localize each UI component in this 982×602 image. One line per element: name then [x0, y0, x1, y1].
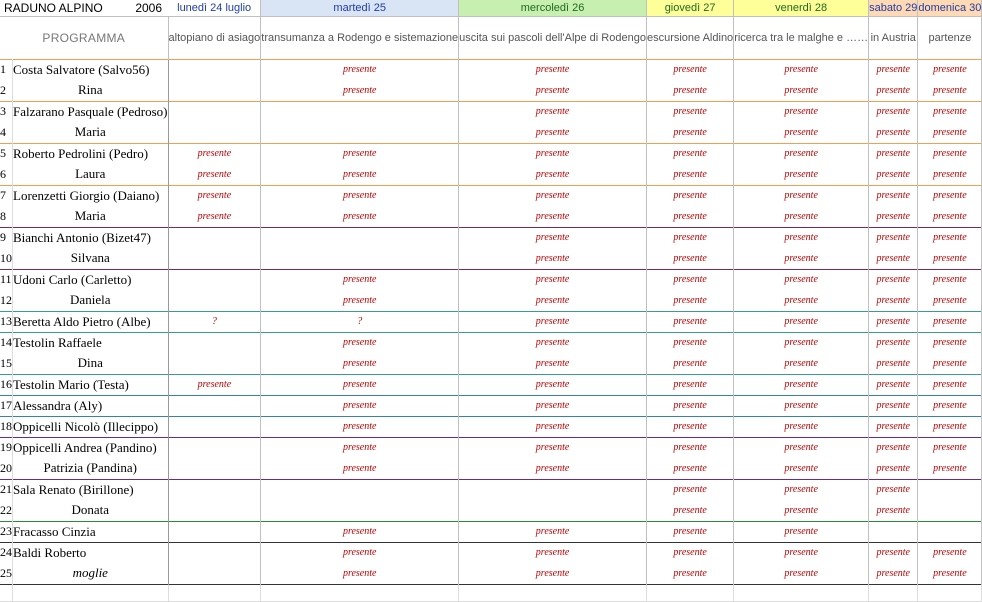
- day-header-7[interactable]: domenica 30: [918, 0, 982, 16]
- attendance-cell[interactable]: presente: [646, 479, 733, 500]
- table-row: [0, 563, 982, 584]
- empty-cell[interactable]: [459, 584, 647, 601]
- attendance-cell[interactable]: presente: [261, 206, 459, 227]
- attendance-cell[interactable]: presente: [646, 542, 733, 563]
- attendance-cell[interactable]: presente: [734, 101, 869, 122]
- attendance-cell[interactable]: presente: [734, 164, 869, 185]
- day-header-2[interactable]: martedì 25: [261, 0, 459, 16]
- attendance-cell[interactable]: presente: [918, 416, 982, 437]
- attendance-cell[interactable]: presente: [734, 479, 869, 500]
- attendance-cell[interactable]: presente: [646, 437, 733, 458]
- empty-cell[interactable]: [168, 584, 261, 601]
- attendance-cell[interactable]: presente: [869, 143, 918, 164]
- row-number[interactable]: 9: [0, 227, 13, 248]
- attendance-cell[interactable]: presente: [869, 395, 918, 416]
- attendance-cell[interactable]: presente: [459, 458, 647, 479]
- attendance-cell[interactable]: presente: [869, 332, 918, 353]
- attendance-cell[interactable]: presente: [918, 59, 982, 80]
- table-row: [0, 374, 982, 395]
- attendance-cell[interactable]: presente: [918, 395, 982, 416]
- empty-cell[interactable]: [459, 479, 647, 500]
- attendance-cell[interactable]: presente: [261, 332, 459, 353]
- attendance-cell[interactable]: presente: [646, 500, 733, 521]
- participant-name[interactable]: Beretta Aldo Pietro (Albe): [13, 311, 169, 332]
- attendance-cell[interactable]: presente: [459, 374, 647, 395]
- attendance-cell[interactable]: presente: [918, 101, 982, 122]
- row-number[interactable]: 1: [0, 59, 13, 80]
- attendance-cell[interactable]: presente: [918, 437, 982, 458]
- attendance-cell[interactable]: presente: [918, 185, 982, 206]
- table-row: [0, 269, 982, 290]
- empty-cell[interactable]: [168, 542, 261, 563]
- table-row: [0, 227, 982, 248]
- participant-name[interactable]: Bianchi Antonio (Bizet47): [13, 227, 169, 248]
- attendance-cell[interactable]: presente: [261, 437, 459, 458]
- attendance-cell[interactable]: presente: [918, 311, 982, 332]
- participant-name[interactable]: Lorenzetti Giorgio (Daiano): [13, 185, 169, 206]
- attendance-cell[interactable]: presente: [918, 164, 982, 185]
- table-row: [0, 164, 982, 185]
- header-row: [0, 0, 982, 16]
- attendance-cell[interactable]: presente: [918, 227, 982, 248]
- empty-cell[interactable]: [168, 59, 261, 80]
- attendance-cell[interactable]: presente: [459, 563, 647, 584]
- attendance-cell[interactable]: presente: [918, 248, 982, 269]
- program-row: [0, 16, 982, 59]
- attendance-cell[interactable]: presente: [869, 59, 918, 80]
- attendance-cell[interactable]: presente: [918, 290, 982, 311]
- empty-cell[interactable]: [13, 584, 169, 601]
- table-row: [0, 122, 982, 143]
- attendance-cell[interactable]: presente: [168, 374, 261, 395]
- empty-row: [0, 584, 982, 601]
- attendance-cell[interactable]: presente: [646, 332, 733, 353]
- attendance-cell[interactable]: presente: [918, 542, 982, 563]
- attendance-cell[interactable]: presente: [646, 521, 733, 542]
- table-row: [0, 500, 982, 521]
- attendance-cell[interactable]: presente: [459, 416, 647, 437]
- row-number[interactable]: 5: [0, 143, 13, 164]
- empty-cell[interactable]: [168, 458, 261, 479]
- attendance-cell[interactable]: presente: [869, 479, 918, 500]
- attendance-cell[interactable]: presente: [734, 500, 869, 521]
- attendance-cell[interactable]: presente: [646, 101, 733, 122]
- row-number[interactable]: 19: [0, 437, 13, 458]
- empty-cell[interactable]: [261, 101, 459, 122]
- attendance-cell[interactable]: presente: [734, 185, 869, 206]
- table-row: [0, 542, 982, 563]
- empty-cell[interactable]: [168, 395, 261, 416]
- participant-name[interactable]: moglie: [13, 563, 169, 584]
- attendance-cell[interactable]: presente: [918, 353, 982, 374]
- attendance-cell[interactable]: presente: [261, 59, 459, 80]
- empty-cell[interactable]: [869, 521, 918, 542]
- table-row: [0, 59, 982, 80]
- participant-name[interactable]: Maria: [13, 122, 169, 143]
- participant-name[interactable]: Silvana: [13, 248, 169, 269]
- empty-cell[interactable]: [261, 248, 459, 269]
- empty-cell[interactable]: [261, 122, 459, 143]
- attendance-cell[interactable]: presente: [869, 122, 918, 143]
- day-activity-3[interactable]: uscita sui pascoli dell'Alpe di Rodengo: [459, 16, 647, 59]
- attendance-cell[interactable]: presente: [646, 59, 733, 80]
- empty-cell[interactable]: [168, 248, 261, 269]
- table-row: [0, 437, 982, 458]
- empty-cell[interactable]: [168, 479, 261, 500]
- attendance-cell[interactable]: presente: [869, 248, 918, 269]
- participant-name[interactable]: Patrizia (Pandina): [13, 458, 169, 479]
- participant-name[interactable]: Rina: [13, 80, 169, 101]
- attendance-cell[interactable]: presente: [646, 395, 733, 416]
- attendance-cell[interactable]: presente: [459, 311, 647, 332]
- attendance-cell[interactable]: presente: [646, 374, 733, 395]
- participant-name[interactable]: Maria: [13, 206, 169, 227]
- table-row: [0, 80, 982, 101]
- attendance-cell[interactable]: presente: [459, 269, 647, 290]
- day-header-6[interactable]: sabato 29: [869, 0, 918, 16]
- empty-cell[interactable]: [168, 521, 261, 542]
- empty-cell[interactable]: [918, 500, 982, 521]
- row-number[interactable]: 20: [0, 458, 13, 479]
- attendance-cell[interactable]: presente: [734, 374, 869, 395]
- attendance-cell[interactable]: presente: [459, 290, 647, 311]
- attendance-cell[interactable]: presente: [168, 164, 261, 185]
- attendance-cell[interactable]: presente: [261, 290, 459, 311]
- table-row: [0, 332, 982, 353]
- participant-name[interactable]: Dina: [13, 353, 169, 374]
- attendance-cell[interactable]: presente: [261, 521, 459, 542]
- attendance-cell[interactable]: presente: [869, 563, 918, 584]
- attendance-cell[interactable]: presente: [646, 290, 733, 311]
- attendance-cell[interactable]: presente: [646, 206, 733, 227]
- row-number[interactable]: 10: [0, 248, 13, 269]
- attendance-cell[interactable]: presente: [261, 269, 459, 290]
- empty-cell[interactable]: [918, 584, 982, 601]
- attendance-cell[interactable]: presente: [734, 437, 869, 458]
- row-number[interactable]: 14: [0, 332, 13, 353]
- day-header-3[interactable]: mercoledì 26: [459, 0, 647, 16]
- table-row: [0, 416, 982, 437]
- attendance-cell[interactable]: presente: [459, 353, 647, 374]
- attendance-cell[interactable]: presente: [459, 185, 647, 206]
- attendance-cell[interactable]: presente: [869, 185, 918, 206]
- attendance-cell[interactable]: presente: [646, 227, 733, 248]
- attendance-cell[interactable]: presente: [261, 416, 459, 437]
- row-number[interactable]: 15: [0, 353, 13, 374]
- attendance-cell[interactable]: presente: [734, 143, 869, 164]
- attendance-cell[interactable]: presente: [734, 542, 869, 563]
- empty-cell[interactable]: [918, 479, 982, 500]
- attendance-cell[interactable]: presente: [646, 248, 733, 269]
- attendance-cell[interactable]: presente: [734, 353, 869, 374]
- attendance-cell[interactable]: presente: [261, 143, 459, 164]
- attendance-cell[interactable]: presente: [261, 185, 459, 206]
- empty-cell[interactable]: [168, 416, 261, 437]
- attendance-cell[interactable]: presente: [734, 416, 869, 437]
- row-number[interactable]: 16: [0, 374, 13, 395]
- attendance-cell[interactable]: presente: [869, 437, 918, 458]
- attendance-cell[interactable]: presente: [869, 542, 918, 563]
- table-row: [0, 143, 982, 164]
- attendance-cell[interactable]: presente: [869, 269, 918, 290]
- day-header-4[interactable]: giovedì 27: [646, 0, 733, 16]
- attendance-cell[interactable]: presente: [261, 374, 459, 395]
- attendance-cell[interactable]: presente: [869, 290, 918, 311]
- attendance-cell[interactable]: presente: [261, 563, 459, 584]
- day-activity-7[interactable]: partenze: [918, 16, 982, 59]
- attendance-cell[interactable]: presente: [459, 206, 647, 227]
- participant-name[interactable]: Laura: [13, 164, 169, 185]
- attendance-cell[interactable]: presente: [261, 80, 459, 101]
- row-number[interactable]: 22: [0, 500, 13, 521]
- empty-cell[interactable]: [168, 500, 261, 521]
- row-number[interactable]: 3: [0, 101, 13, 122]
- empty-cell[interactable]: [168, 290, 261, 311]
- table-row: [0, 458, 982, 479]
- empty-cell[interactable]: [168, 227, 261, 248]
- row-number[interactable]: 4: [0, 122, 13, 143]
- attendance-cell[interactable]: presente: [459, 437, 647, 458]
- row-number[interactable]: 24: [0, 542, 13, 563]
- attendance-cell[interactable]: presente: [869, 80, 918, 101]
- attendance-cell[interactable]: presente: [918, 374, 982, 395]
- attendance-cell[interactable]: presente: [918, 122, 982, 143]
- empty-cell[interactable]: [168, 101, 261, 122]
- participant-name[interactable]: Daniela: [13, 290, 169, 311]
- attendance-cell[interactable]: presente: [869, 374, 918, 395]
- attendance-cell[interactable]: presente: [734, 521, 869, 542]
- attendance-cell[interactable]: presente: [459, 164, 647, 185]
- day-activity-5[interactable]: ricerca tra le malghe e ……: [734, 16, 869, 59]
- attendance-cell[interactable]: presente: [734, 248, 869, 269]
- attendance-cell[interactable]: presente: [734, 332, 869, 353]
- attendance-cell[interactable]: presente: [646, 143, 733, 164]
- table-row: [0, 101, 982, 122]
- sheet-title: RADUNO ALPINO: [4, 0, 103, 15]
- table-row: [0, 248, 982, 269]
- empty-cell[interactable]: [168, 332, 261, 353]
- attendance-cell[interactable]: presente: [459, 542, 647, 563]
- attendance-cell[interactable]: presente: [869, 416, 918, 437]
- row-number[interactable]: 6: [0, 164, 13, 185]
- attendance-cell[interactable]: presente: [261, 542, 459, 563]
- table-row: [0, 311, 982, 332]
- empty-cell[interactable]: [168, 269, 261, 290]
- empty-cell[interactable]: [168, 353, 261, 374]
- attendance-cell[interactable]: presente: [734, 311, 869, 332]
- attendance-cell[interactable]: presente: [918, 269, 982, 290]
- day-header-5[interactable]: venerdì 28: [734, 0, 869, 16]
- participant-name[interactable]: Testolin Raffaele: [13, 332, 169, 353]
- row-number[interactable]: 8: [0, 206, 13, 227]
- empty-cell[interactable]: [261, 584, 459, 601]
- participant-name[interactable]: Udoni Carlo (Carletto): [13, 269, 169, 290]
- table-row: [0, 185, 982, 206]
- day-activity-1[interactable]: altopiano di asiago: [168, 16, 261, 59]
- empty-cell[interactable]: [261, 500, 459, 521]
- attendance-cell[interactable]: presente: [646, 80, 733, 101]
- attendance-cell[interactable]: presente: [918, 332, 982, 353]
- row-number[interactable]: 25: [0, 563, 13, 584]
- participant-name[interactable]: Oppicelli Andrea (Pandino): [13, 437, 169, 458]
- empty-cell[interactable]: [261, 479, 459, 500]
- row-number[interactable]: 17: [0, 395, 13, 416]
- attendance-cell[interactable]: presente: [734, 206, 869, 227]
- empty-cell[interactable]: [918, 521, 982, 542]
- attendance-cell[interactable]: presente: [734, 80, 869, 101]
- attendance-cell[interactable]: presente: [734, 290, 869, 311]
- attendance-cell[interactable]: presente: [918, 458, 982, 479]
- table-row: [0, 353, 982, 374]
- attendance-cell[interactable]: presente: [261, 353, 459, 374]
- attendance-cell[interactable]: presente: [459, 59, 647, 80]
- attendance-cell[interactable]: ?: [168, 311, 261, 332]
- day-activity-4[interactable]: escursione Aldino: [646, 16, 733, 59]
- attendance-cell[interactable]: presente: [869, 353, 918, 374]
- attendance-cell[interactable]: presente: [869, 311, 918, 332]
- table-row: [0, 479, 982, 500]
- attendance-cell[interactable]: presente: [918, 563, 982, 584]
- empty-cell[interactable]: [168, 80, 261, 101]
- participant-name[interactable]: Alessandra (Aly): [13, 395, 169, 416]
- attendance-cell[interactable]: presente: [459, 227, 647, 248]
- attendance-cell[interactable]: presente: [869, 227, 918, 248]
- attendance-cell[interactable]: presente: [459, 521, 647, 542]
- attendance-cell[interactable]: presente: [869, 164, 918, 185]
- table-row: [0, 521, 982, 542]
- day-activity-6[interactable]: in Austria: [869, 16, 918, 59]
- attendance-cell[interactable]: presente: [734, 227, 869, 248]
- attendance-cell[interactable]: presente: [168, 185, 261, 206]
- attendance-cell[interactable]: presente: [646, 269, 733, 290]
- day-header-1[interactable]: lunedì 24 luglio: [168, 0, 261, 16]
- attendance-cell[interactable]: presente: [459, 332, 647, 353]
- attendance-cell[interactable]: presente: [646, 311, 733, 332]
- row-number[interactable]: 21: [0, 479, 13, 500]
- attendance-cell[interactable]: presente: [869, 458, 918, 479]
- participant-name[interactable]: Costa Salvatore (Salvo56): [13, 59, 169, 80]
- participant-name[interactable]: Oppicelli Nicolò (Illecippo): [13, 416, 169, 437]
- table-row: [0, 206, 982, 227]
- attendance-cell[interactable]: presente: [734, 269, 869, 290]
- attendance-cell[interactable]: presente: [646, 353, 733, 374]
- attendance-cell[interactable]: presente: [459, 101, 647, 122]
- empty-cell[interactable]: [0, 584, 13, 601]
- attendance-cell[interactable]: presente: [918, 206, 982, 227]
- empty-cell[interactable]: [734, 584, 869, 601]
- attendance-cell[interactable]: presente: [869, 101, 918, 122]
- attendance-cell[interactable]: presente: [646, 458, 733, 479]
- sheet-title-cell[interactable]: [0, 0, 168, 16]
- attendance-cell[interactable]: presente: [459, 395, 647, 416]
- participant-name[interactable]: Fracasso Cinzia: [13, 521, 169, 542]
- empty-cell[interactable]: [168, 437, 261, 458]
- empty-cell[interactable]: [459, 500, 647, 521]
- attendance-cell[interactable]: presente: [646, 164, 733, 185]
- attendance-cell[interactable]: presente: [459, 80, 647, 101]
- attendance-cell[interactable]: presente: [869, 206, 918, 227]
- attendance-cell[interactable]: presente: [918, 80, 982, 101]
- participant-name[interactable]: Falzarano Pasquale (Pedroso): [13, 101, 169, 122]
- attendance-cell[interactable]: presente: [261, 164, 459, 185]
- row-number[interactable]: 2: [0, 80, 13, 101]
- attendance-cell[interactable]: presente: [459, 248, 647, 269]
- program-label[interactable]: PROGRAMMA: [0, 16, 168, 59]
- row-number[interactable]: 7: [0, 185, 13, 206]
- participant-name[interactable]: Testolin Mario (Testa): [13, 374, 169, 395]
- attendance-cell[interactable]: presente: [734, 122, 869, 143]
- attendance-cell[interactable]: presente: [646, 563, 733, 584]
- attendance-cell[interactable]: presente: [459, 122, 647, 143]
- attendance-cell[interactable]: ?: [261, 311, 459, 332]
- participant-name[interactable]: Donata: [13, 500, 169, 521]
- table-row: [0, 290, 982, 311]
- attendance-cell[interactable]: presente: [459, 143, 647, 164]
- row-number[interactable]: 18: [0, 416, 13, 437]
- attendance-cell[interactable]: presente: [734, 458, 869, 479]
- attendance-cell[interactable]: presente: [168, 143, 261, 164]
- empty-cell[interactable]: [168, 122, 261, 143]
- attendance-cell[interactable]: presente: [261, 458, 459, 479]
- attendance-cell[interactable]: presente: [734, 59, 869, 80]
- participant-name[interactable]: Baldi Roberto: [13, 542, 169, 563]
- participant-name[interactable]: Sala Renato (Birillone): [13, 479, 169, 500]
- row-number[interactable]: 13: [0, 311, 13, 332]
- attendance-cell[interactable]: presente: [734, 563, 869, 584]
- table-row: [0, 395, 982, 416]
- sheet-year: 2006: [135, 0, 163, 15]
- attendance-cell[interactable]: presente: [261, 395, 459, 416]
- attendance-cell[interactable]: presente: [646, 122, 733, 143]
- row-number[interactable]: 11: [0, 269, 13, 290]
- attendance-cell[interactable]: presente: [869, 500, 918, 521]
- row-number[interactable]: 23: [0, 521, 13, 542]
- participant-name[interactable]: Roberto Pedrolini (Pedro): [13, 143, 169, 164]
- empty-cell[interactable]: [869, 584, 918, 601]
- day-activity-2[interactable]: transumanza a Rodengo e sistemazione: [261, 16, 459, 59]
- attendance-cell[interactable]: presente: [646, 185, 733, 206]
- attendance-cell[interactable]: presente: [168, 206, 261, 227]
- attendance-cell[interactable]: presente: [646, 416, 733, 437]
- row-number[interactable]: 12: [0, 290, 13, 311]
- attendance-cell[interactable]: presente: [918, 143, 982, 164]
- empty-cell[interactable]: [261, 227, 459, 248]
- attendance-cell[interactable]: presente: [734, 395, 869, 416]
- empty-cell[interactable]: [168, 563, 261, 584]
- empty-cell[interactable]: [646, 584, 733, 601]
